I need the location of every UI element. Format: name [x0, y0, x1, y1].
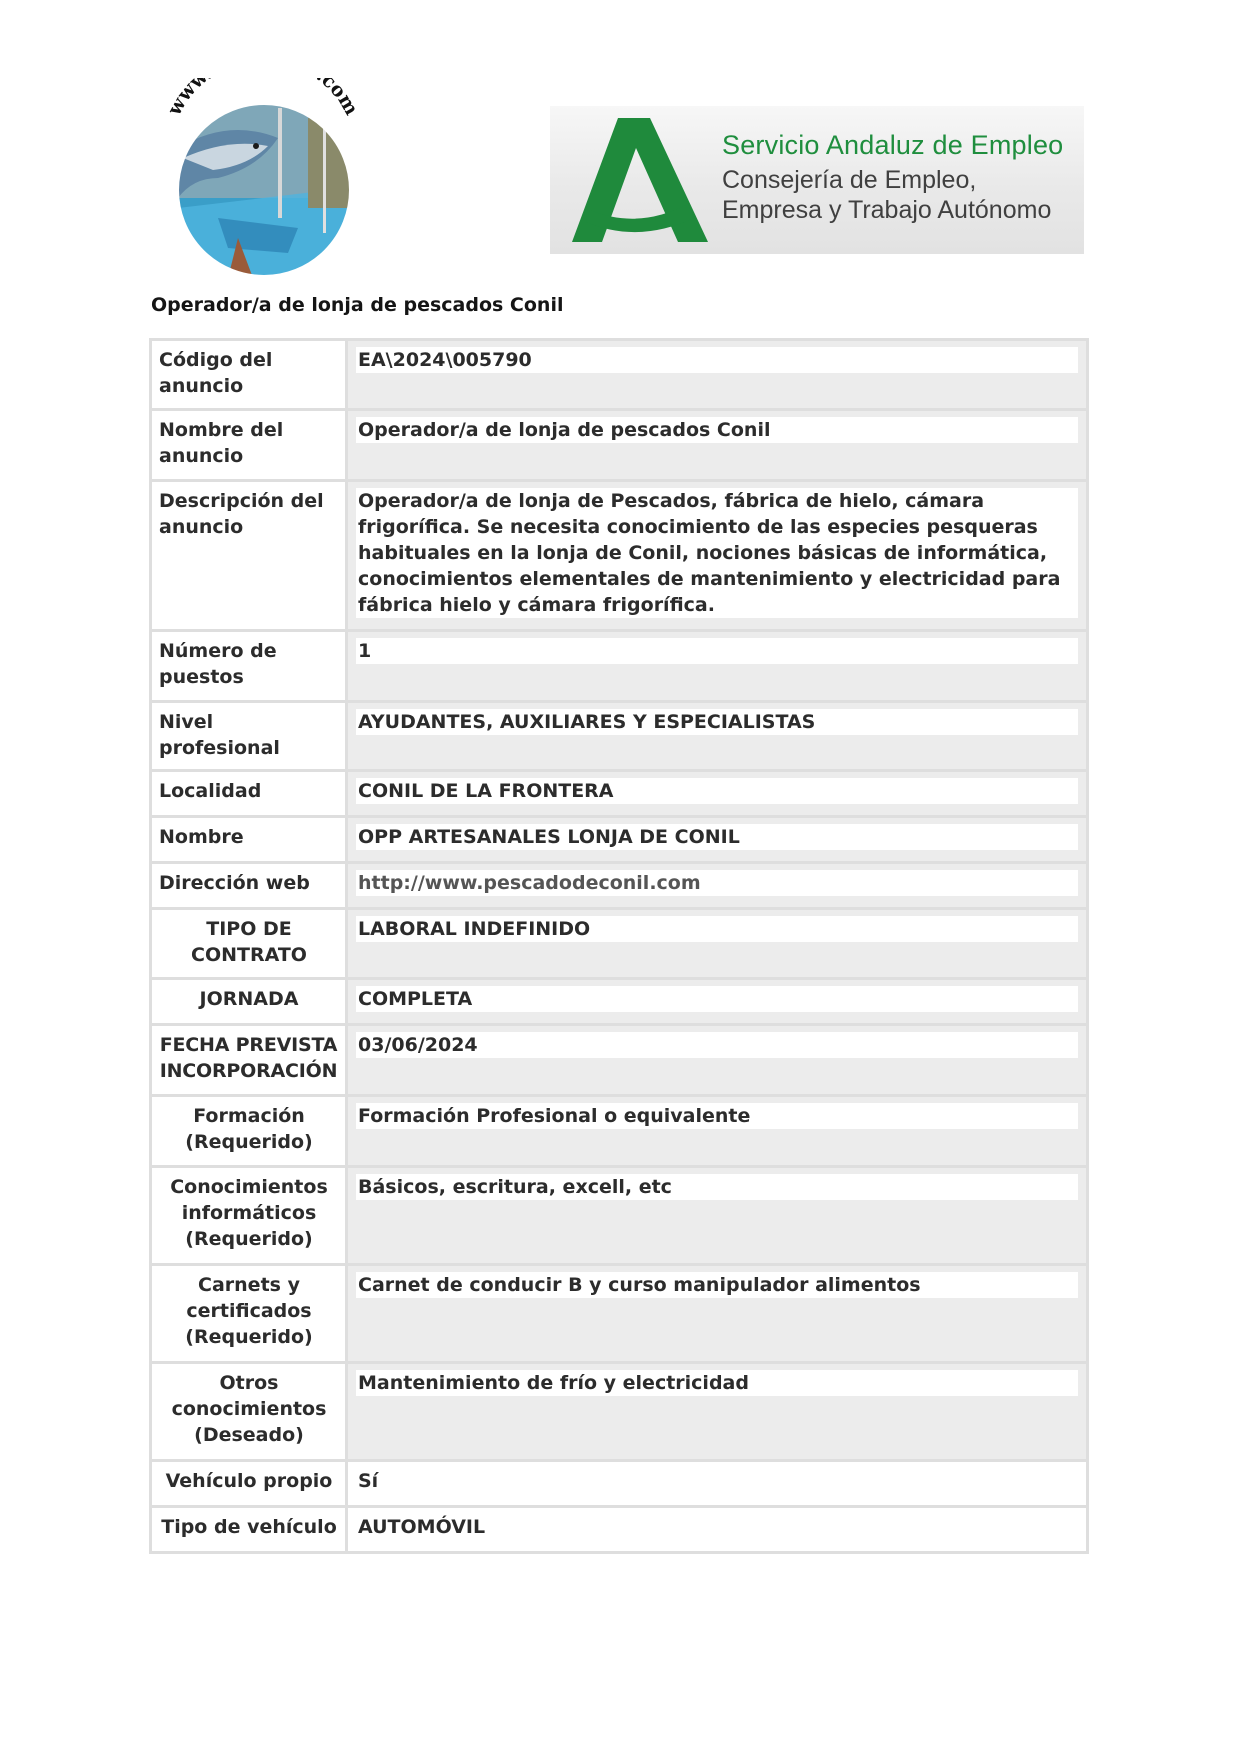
table-row — [152, 482, 1086, 632]
table-row — [152, 980, 1086, 1026]
row-value: CONIL DE LA FRONTERA — [356, 778, 1078, 804]
row-label: Código del anuncio — [152, 341, 348, 408]
sae-title: Servicio Andaluz de Empleo — [722, 130, 1064, 160]
row-value: Operador/a de lonja de pescados Conil — [356, 417, 1078, 443]
row-label: Carnets y certificados (Requerido) — [152, 1266, 348, 1361]
row-label: Vehículo propio — [152, 1462, 348, 1505]
row-label: Dirección web — [152, 864, 348, 907]
table-row — [152, 818, 1086, 864]
sae-subtitle-2: Empresa y Trabajo Autónomo — [722, 196, 1052, 224]
row-label: Otros conocimientos (Deseado) — [152, 1364, 348, 1459]
row-value: AYUDANTES, AUXILIARES Y ESPECIALISTAS — [356, 709, 1078, 735]
row-value: Operador/a de lonja de Pescados, fábrica de hielo, cámara frigorífica. Se necesita conocimiento de las especies pesqueras habituales en la lonja de Conil, nociones básicas de informática, conocimientos elementales de mantenimiento y electricidad para fábrica hielo y cámara frigorífica. — [356, 488, 1078, 618]
table-row — [152, 1026, 1086, 1097]
row-label: Tipo de vehículo — [152, 1508, 348, 1551]
table-row — [152, 341, 1086, 411]
row-value: EA\2024\005790 — [356, 347, 1078, 373]
row-value: AUTOMÓVIL — [356, 1514, 1078, 1540]
row-value: 03/06/2024 — [356, 1032, 1078, 1058]
logo-url-text: www com — [163, 78, 363, 119]
row-value: Carnet de conducir B y curso manipulador alimentos — [356, 1272, 1078, 1298]
row-value: Formación Profesional o equivalente — [356, 1103, 1078, 1129]
table-row — [152, 703, 1086, 772]
row-label: JORNADA — [152, 980, 348, 1023]
table-row — [152, 1097, 1086, 1168]
row-label: FECHA PREVISTA INCORPORACIÓN — [152, 1026, 348, 1094]
sae-logo — [550, 106, 1084, 254]
junta-andalucia-a-icon — [568, 118, 708, 242]
enbarbate-logo — [158, 78, 368, 278]
table-row — [152, 1462, 1086, 1508]
table-row — [152, 1364, 1086, 1462]
row-label: Nivel profesional — [152, 703, 348, 769]
row-label: Nombre del anuncio — [152, 411, 348, 479]
row-label: Número de puestos — [152, 632, 348, 700]
website-link[interactable]: http://www.pescadodeconil.com — [356, 870, 1078, 896]
row-value: LABORAL INDEFINIDO — [356, 916, 1078, 942]
table-row — [152, 1508, 1086, 1551]
table-row — [152, 632, 1086, 703]
row-value: Mantenimiento de frío y electricidad — [356, 1370, 1078, 1396]
row-label: Nombre — [152, 818, 348, 861]
table-row — [152, 864, 1086, 910]
table-row — [152, 772, 1086, 818]
table-row — [152, 1168, 1086, 1266]
table-row — [152, 411, 1086, 482]
row-label: TIPO DE CONTRATO — [152, 910, 348, 977]
table-row — [152, 910, 1086, 980]
row-value: OPP ARTESANALES LONJA DE CONIL — [356, 824, 1078, 850]
row-label: Localidad — [152, 772, 348, 815]
row-label: Formación (Requerido) — [152, 1097, 348, 1165]
row-label: Conocimientos informáticos (Requerido) — [152, 1168, 348, 1263]
table-row — [152, 1266, 1086, 1364]
row-label: Descripción del anuncio — [152, 482, 348, 629]
page-title: Operador/a de lonja de pescados Conil — [151, 294, 564, 316]
row-value: COMPLETA — [356, 986, 1078, 1012]
sae-subtitle-1: Consejería de Empleo, — [722, 166, 977, 194]
row-value: Básicos, escritura, excell, etc — [356, 1174, 1078, 1200]
job-details-table — [149, 338, 1089, 1554]
row-value: Sí — [356, 1468, 1078, 1494]
row-value: 1 — [356, 638, 1078, 664]
